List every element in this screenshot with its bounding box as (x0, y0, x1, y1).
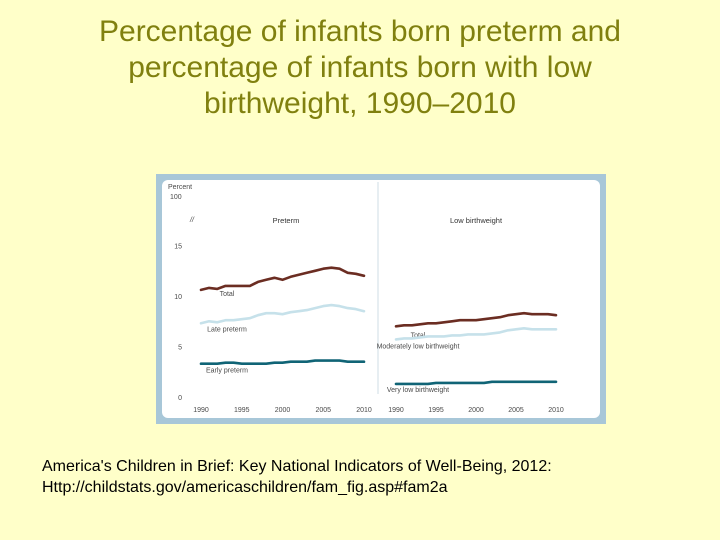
x-tick-label-1-5: 2010 (356, 407, 372, 414)
x-tick-label-1-1: 1990 (193, 407, 209, 414)
title-line-3: birthweight, 1990–2010 (204, 87, 516, 120)
x-tick-label-2-5: 2010 (548, 407, 564, 414)
x-tick-label-1-3: 2000 (274, 407, 291, 414)
x-tick-label-2-2: 1995 (428, 407, 444, 414)
series-label-1-3: Early preterm (205, 367, 249, 375)
title-line-2: percentage of infants born with low (128, 51, 592, 84)
panel-title-1: Preterm (272, 216, 300, 225)
title-line-1: Percentage of infants born preterm and (99, 15, 621, 48)
x-tick-label-2-4: 2005 (508, 407, 524, 414)
axis-break-mark: // (190, 217, 194, 224)
x-tick-label-1-2: 1995 (233, 407, 250, 414)
series-label-2-3: Very low birthweight (386, 386, 450, 394)
chart-figure (156, 174, 606, 424)
y-tick-label-3: 10 (174, 294, 182, 301)
y-tick-label-4: 15 (174, 243, 182, 251)
x-tick-label-1-4: 2005 (315, 407, 332, 414)
y-axis-label: Percent (168, 184, 193, 191)
caption-line-1: America's Children in Brief: Key National Indicators of Well-Being, 2012: (42, 458, 552, 475)
y-top-tick-label: 100 (170, 194, 182, 201)
y-tick-label-1: 0 (178, 395, 182, 402)
series-label-2-1: Total (410, 332, 426, 340)
series-label-1-1: Total (219, 290, 235, 298)
caption-line-2: Http://childstats.gov/americaschildren/fam_fig.asp#fam2a (42, 479, 448, 496)
y-tick-label-2: 5 (178, 344, 182, 352)
slide-title (40, 14, 680, 122)
panel-title-2: Low birthweight (449, 216, 503, 225)
series-label-2-2: Moderately low birthweight (376, 343, 460, 351)
x-tick-label-2-1: 1990 (388, 407, 404, 414)
source-caption (42, 456, 702, 498)
chart-svg (156, 174, 606, 424)
x-tick-label-2-3: 2000 (468, 407, 484, 414)
series-label-1-2: Late preterm (207, 326, 247, 334)
